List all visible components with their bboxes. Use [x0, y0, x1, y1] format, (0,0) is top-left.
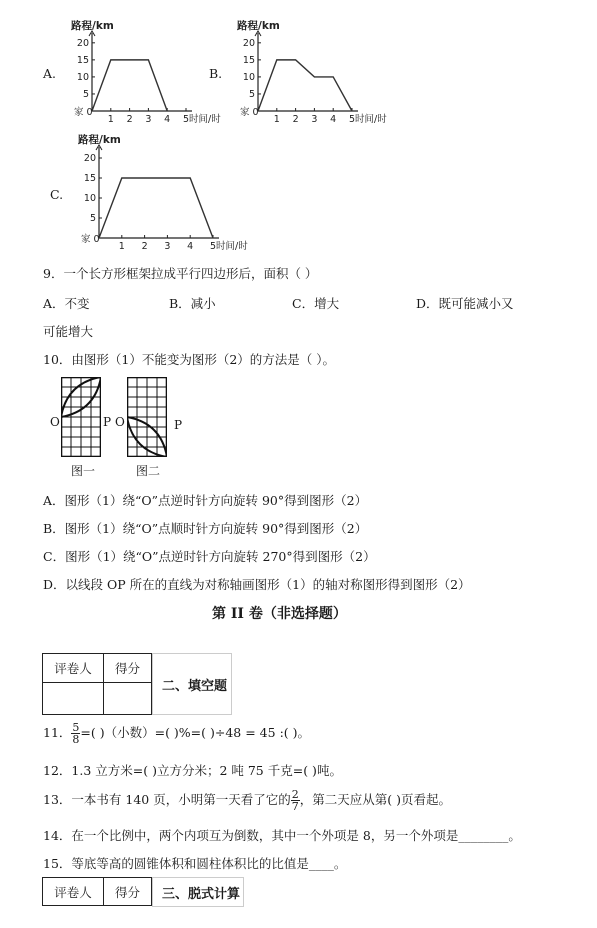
x-tick-label: 5	[209, 241, 217, 252]
x-tick-label: 2	[292, 114, 299, 125]
q10-option-d: D．以线段 OP 所在的直线为对称轴画图形（1）的轴对称图形得到图形（2）	[43, 577, 471, 592]
score-header-2: 得分	[104, 878, 152, 906]
q13	[43, 789, 451, 812]
x-tick-label: 2	[141, 241, 148, 252]
score-table-1	[42, 653, 152, 715]
option-a-label: A.	[43, 66, 57, 81]
q13-before: 13．一本书有 140 页，小明第一天看了它的	[43, 792, 291, 807]
q10-option-c: C．图形（1）绕“O”点逆时针方向旋转 270°得到图形（2）	[43, 549, 376, 564]
chart-a-svg	[70, 20, 223, 125]
score-cell[interactable]	[104, 683, 152, 715]
y-tick-label: 10	[83, 193, 96, 204]
route-line	[99, 178, 213, 238]
x-tick-label: 3	[311, 114, 318, 125]
route-line	[92, 60, 167, 111]
x-tick-label: 5	[348, 114, 356, 125]
option-c-label: C.	[50, 187, 64, 202]
part2-title: 第 II 卷（非选择题）	[212, 606, 347, 622]
q9-option-d: D．既可能减小又	[416, 296, 514, 311]
y-tick-label: 20	[242, 37, 255, 49]
x-tick-label: 5	[182, 114, 190, 125]
y-axis-label: 路程/km	[71, 20, 114, 32]
y-tick-label: 15	[83, 173, 96, 184]
y-tick-label: 15	[76, 54, 89, 66]
y-tick-label: 5	[82, 88, 89, 100]
q11-num: 11．	[43, 725, 72, 740]
y-axis-label: 路程/km	[78, 134, 121, 146]
chart-option-c	[77, 134, 247, 252]
chart-option-b	[236, 20, 386, 125]
x-tick-label: 1	[107, 114, 114, 125]
x-axis-label: 时间/时	[216, 241, 248, 252]
x-tick-label: 3	[145, 114, 152, 125]
q9-option-b: B．减小	[169, 296, 216, 311]
x-tick-label: 4	[187, 241, 194, 252]
q14: 14．在一个比例中，两个内项互为倒数，其中一个外项是 8，另一个外项是________。	[43, 828, 521, 843]
chart-c-svg	[77, 134, 247, 252]
q11	[43, 722, 310, 745]
section3-title: 三、脱式计算	[152, 877, 244, 907]
q9-stem: 9．一个长方形框架拉成平行四边形后，面积（ ）	[43, 266, 318, 281]
fig1-label-p: P	[103, 415, 112, 429]
fig1-label-o: O	[50, 415, 60, 429]
y-tick-label: 20	[76, 37, 89, 49]
x-tick-label: 2	[126, 114, 133, 125]
option-b-label: B.	[209, 66, 223, 81]
reviewer-header: 评卷人	[43, 654, 104, 683]
x-axis-label: 时间/时	[189, 114, 221, 125]
x-axis-label: 时间/时	[355, 114, 387, 125]
y-tick-label: 10	[76, 71, 89, 83]
q11-fraction: $\frac{5}{8}$	[72, 721, 80, 746]
y-tick-label: 20	[83, 153, 96, 164]
q11-rest: =( )（小数）=( )%=( )÷48 = 45 :( )。	[80, 725, 311, 740]
q9-option-a: A．不变	[43, 296, 90, 311]
score-header: 得分	[104, 654, 152, 683]
q9-option-c: C．增大	[292, 296, 340, 311]
fig1-caption: 图一	[71, 464, 96, 478]
q13-fraction: $\frac{2}{7}$	[291, 788, 299, 813]
y-tick-label: 5	[248, 88, 255, 100]
fig2-label-p: P	[174, 418, 183, 432]
figure-2-grid	[127, 377, 167, 457]
q13-after: ，第二天应从第( )页看起。	[299, 792, 451, 807]
reviewer-header-2: 评卷人	[43, 878, 104, 906]
x-tick-label: 3	[164, 241, 171, 252]
figure-1-grid	[61, 377, 101, 457]
fig2-caption: 图二	[136, 464, 161, 478]
reviewer-cell[interactable]	[43, 683, 104, 715]
q10-option-b: B．图形（1）绕“O”点顺时针方向旋转 90°得到图形（2）	[43, 521, 368, 536]
chart-b-svg	[236, 20, 386, 125]
y-tick-label: 10	[242, 71, 255, 83]
section2-title: 二、填空题	[152, 653, 232, 715]
origin-label: 家 0	[240, 107, 259, 118]
q10-stem: 10．由图形（1）不能变为图形（2）的方法是（ ）。	[43, 352, 336, 367]
x-tick-label: 1	[273, 114, 280, 125]
score-table-2	[42, 877, 152, 906]
fig2-label-o: O	[115, 415, 125, 429]
y-axis-label: 路程/km	[237, 20, 280, 32]
origin-label: 家 0	[74, 107, 93, 118]
q10-option-a: A．图形（1）绕“O”点逆时针方向旋转 90°得到图形（2）	[43, 493, 368, 508]
y-tick-label: 5	[89, 213, 96, 224]
route-line	[258, 60, 352, 111]
q9-option-d-cont: 可能增大	[43, 324, 94, 339]
chart-option-a	[70, 20, 223, 125]
q15: 15．等底等高的圆锥体积和圆柱体积比的比值是____。	[43, 856, 347, 871]
x-tick-label: 1	[118, 241, 125, 252]
x-tick-label: 4	[164, 114, 171, 125]
q12: 12．1.3 立方米=( )立方分米；2 吨 75 千克=( )吨。	[43, 763, 342, 778]
y-tick-label: 15	[242, 54, 255, 66]
origin-label: 家 0	[81, 234, 100, 245]
x-tick-label: 4	[330, 114, 337, 125]
